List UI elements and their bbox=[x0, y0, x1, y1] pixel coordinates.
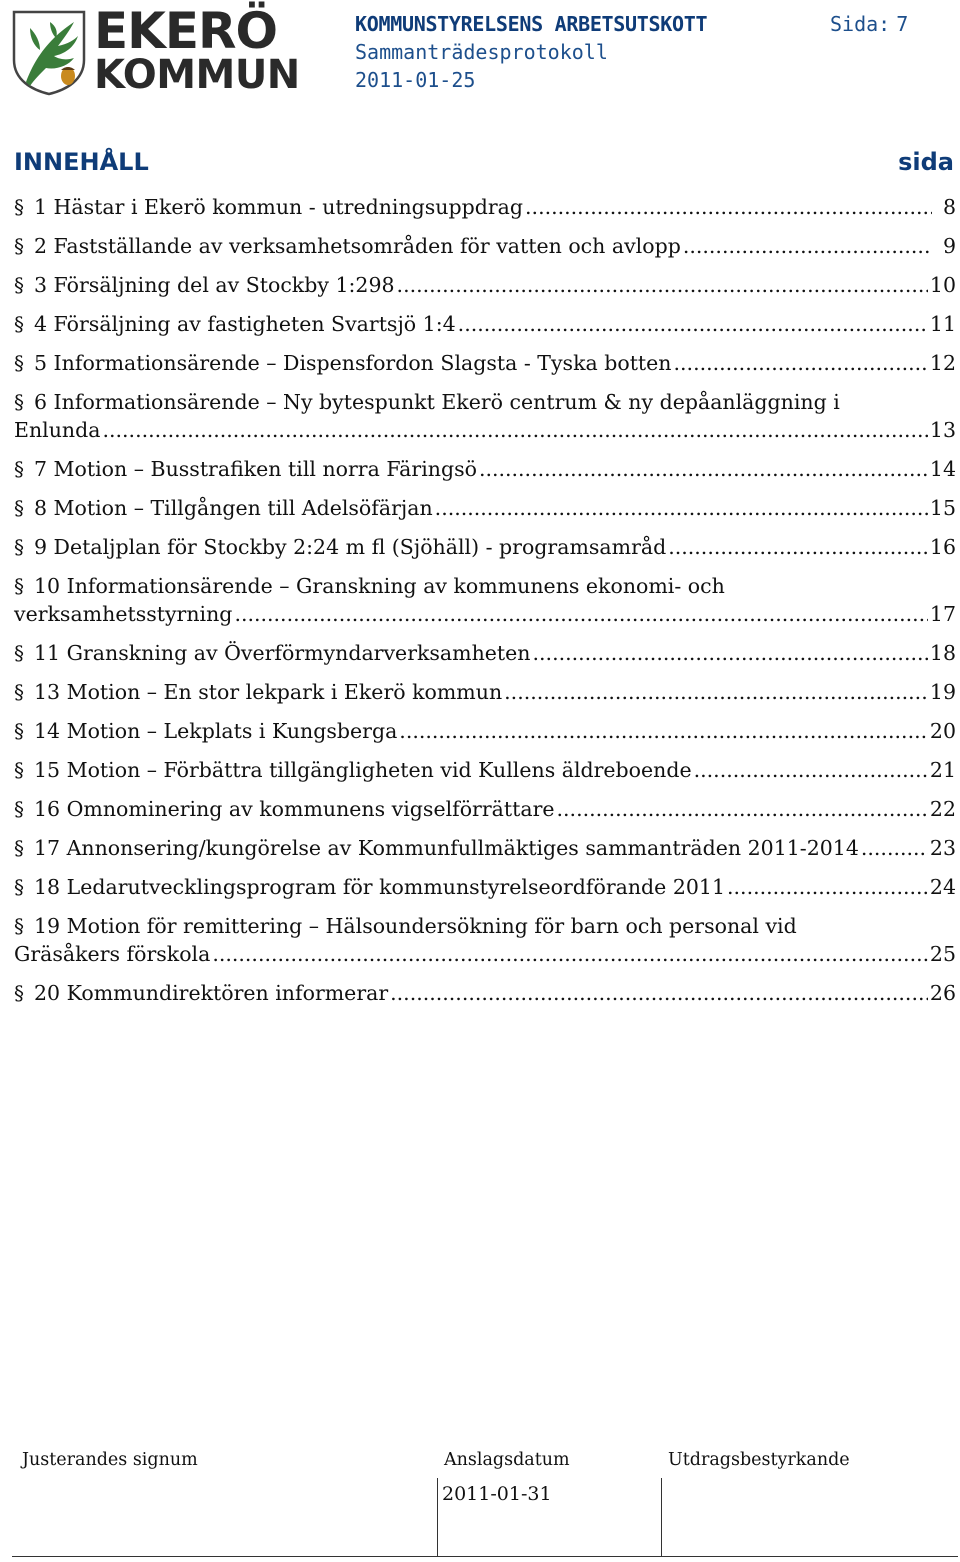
dot-leader bbox=[533, 639, 928, 667]
toc-entry-line bbox=[14, 310, 956, 338]
dot-leader bbox=[479, 455, 928, 483]
toc-entry-line bbox=[14, 834, 956, 862]
toc-entry[interactable] bbox=[14, 912, 956, 968]
toc-entry-line bbox=[14, 388, 956, 416]
toc-entry-title: Enlunda bbox=[14, 418, 101, 442]
committee-title: KOMMUNSTYRELSENS ARBETSUTSKOTT bbox=[355, 12, 708, 36]
toc-entry[interactable] bbox=[14, 388, 956, 444]
footer-anslagsdatum-value: 2011-01-31 bbox=[442, 1483, 552, 1505]
oak-leaf-shield-icon bbox=[10, 8, 88, 96]
toc-entry-page: 19 bbox=[929, 680, 956, 704]
section-symbol: § bbox=[14, 496, 24, 520]
section-symbol: § bbox=[14, 535, 24, 559]
logo-word-kommun: KOMMUN bbox=[94, 52, 300, 98]
toc-entry-page: 24 bbox=[929, 875, 956, 899]
footer-divider bbox=[437, 1478, 438, 1556]
dot-leader bbox=[504, 678, 928, 706]
toc-entry-title: 4 Försäljning av fastigheten Svartsjö 1:4 bbox=[34, 312, 456, 336]
section-symbol: § bbox=[14, 351, 24, 375]
dot-leader bbox=[694, 756, 928, 784]
toc-entry-page: 22 bbox=[929, 797, 956, 821]
toc-entry-title: 3 Försäljning del av Stockby 1:298 bbox=[34, 273, 395, 297]
protocol-type: Sammanträdesprotokoll bbox=[355, 40, 608, 64]
toc-entry-title: 11 Granskning av Överförmyndarverksamheten bbox=[34, 641, 531, 665]
toc-entry-page: 11 bbox=[929, 312, 956, 336]
toc-page-column-heading: sida bbox=[898, 148, 954, 176]
toc-entry-page: 16 bbox=[929, 535, 956, 559]
dot-leader bbox=[861, 834, 928, 862]
section-symbol: § bbox=[14, 758, 24, 782]
toc-entry-title: verksamhetsstyrning bbox=[14, 602, 233, 626]
toc-entry-page: 8 bbox=[942, 195, 956, 219]
toc-entry-page: 18 bbox=[929, 641, 956, 665]
toc-entry[interactable] bbox=[14, 717, 956, 745]
toc-entry-title: 20 Kommundirektören informerar bbox=[34, 981, 389, 1005]
toc-entry-line bbox=[14, 678, 956, 706]
table-of-contents bbox=[14, 193, 956, 1018]
section-symbol: § bbox=[14, 234, 24, 258]
toc-entry-page: 13 bbox=[929, 418, 956, 442]
toc-entry-page: 21 bbox=[929, 758, 956, 782]
toc-entry-line bbox=[14, 639, 956, 667]
meeting-date: 2011-01-25 bbox=[355, 68, 476, 92]
dot-leader bbox=[525, 193, 932, 221]
page-indicator bbox=[830, 12, 908, 36]
section-symbol: § bbox=[14, 390, 24, 414]
toc-entry-page: 23 bbox=[929, 836, 956, 860]
toc-entry-title: 14 Motion – Lekplats i Kungsberga bbox=[34, 719, 398, 743]
toc-entry-title: 8 Motion – Tillgången till Adelsöfärjan bbox=[34, 496, 433, 520]
section-symbol: § bbox=[14, 680, 24, 704]
footer-divider bbox=[661, 1478, 662, 1556]
toc-entry[interactable] bbox=[14, 795, 956, 823]
page-label: Sida: bbox=[830, 12, 891, 36]
toc-entry[interactable] bbox=[14, 271, 956, 299]
toc-entry-title: 18 Ledarutvecklingsprogram för kommunstyrelseordförande 2011 bbox=[34, 875, 726, 899]
toc-entry-line bbox=[14, 572, 956, 600]
toc-entry[interactable] bbox=[14, 572, 956, 628]
toc-entry[interactable] bbox=[14, 193, 956, 221]
toc-entry-page: 10 bbox=[929, 273, 956, 297]
toc-entry[interactable] bbox=[14, 873, 956, 901]
dot-leader bbox=[435, 494, 928, 522]
toc-entry[interactable] bbox=[14, 678, 956, 706]
toc-entry-title: 15 Motion – Förbättra tillgängligheten vid Kullens äldreboende bbox=[34, 758, 692, 782]
toc-entry-title: 1 Hästar i Ekerö kommun - utredningsuppdrag bbox=[34, 195, 524, 219]
toc-entry-page: 9 bbox=[942, 234, 956, 258]
toc-entry-line bbox=[14, 756, 956, 784]
toc-entry-page: 20 bbox=[929, 719, 956, 743]
section-symbol: § bbox=[14, 836, 24, 860]
section-symbol: § bbox=[14, 641, 24, 665]
toc-entry-line bbox=[14, 232, 956, 260]
toc-entry[interactable] bbox=[14, 979, 956, 1007]
footer-anslagsdatum: Anslagsdatum bbox=[444, 1450, 570, 1470]
footer-justerandes-signum: Justerandes signum bbox=[22, 1450, 198, 1470]
section-symbol: § bbox=[14, 273, 24, 297]
section-symbol: § bbox=[14, 195, 24, 219]
section-symbol: § bbox=[14, 719, 24, 743]
toc-entry-title: Gräsåkers förskola bbox=[14, 942, 211, 966]
toc-entry-page: 12 bbox=[929, 351, 956, 375]
section-symbol: § bbox=[14, 797, 24, 821]
footer-utdragsbestyrkande: Utdragsbestyrkande bbox=[668, 1450, 850, 1470]
dot-leader bbox=[683, 232, 932, 260]
section-symbol: § bbox=[14, 457, 24, 481]
toc-entry-line bbox=[14, 873, 956, 901]
ekero-kommun-logo bbox=[10, 2, 300, 98]
toc-entry[interactable] bbox=[14, 232, 956, 260]
toc-entry-title: 13 Motion – En stor lekpark i Ekerö kommun bbox=[34, 680, 503, 704]
toc-entry-line bbox=[14, 271, 956, 299]
section-symbol: § bbox=[14, 875, 24, 899]
toc-entry-title: 5 Informationsärende – Dispensfordon Slagsta - Tyska botten bbox=[34, 351, 672, 375]
toc-entry[interactable] bbox=[14, 834, 956, 862]
dot-leader bbox=[234, 600, 927, 628]
toc-entry-page: 26 bbox=[929, 981, 956, 1005]
dot-leader bbox=[212, 940, 928, 968]
toc-entry-title: 10 Informationsärende – Granskning av kommunens ekonomi- och bbox=[34, 574, 725, 598]
toc-entry[interactable] bbox=[14, 455, 956, 483]
logo-word-ekero: EKERÖ bbox=[94, 2, 278, 60]
dot-leader bbox=[557, 795, 928, 823]
toc-entry-line bbox=[14, 533, 956, 561]
toc-heading: INNEHÅLL bbox=[14, 148, 149, 176]
toc-entry-line bbox=[14, 455, 956, 483]
toc-entry-line bbox=[14, 795, 956, 823]
toc-entry[interactable] bbox=[14, 349, 956, 377]
section-symbol: § bbox=[14, 914, 24, 938]
dot-leader bbox=[399, 717, 928, 745]
toc-entry-line bbox=[14, 600, 956, 628]
toc-entry[interactable] bbox=[14, 533, 956, 561]
section-symbol: § bbox=[14, 981, 24, 1005]
toc-entry[interactable] bbox=[14, 756, 956, 784]
toc-entry-line bbox=[14, 717, 956, 745]
dot-leader bbox=[668, 533, 928, 561]
toc-entry-page: 14 bbox=[929, 457, 956, 481]
dot-leader bbox=[458, 310, 928, 338]
toc-entry-page: 17 bbox=[929, 602, 956, 626]
toc-entry[interactable] bbox=[14, 494, 956, 522]
toc-entry[interactable] bbox=[14, 639, 956, 667]
toc-entry-line bbox=[14, 494, 956, 522]
footer-baseline bbox=[12, 1556, 958, 1557]
toc-entry-title: 17 Annonsering/kungörelse av Kommunfullmäktiges sammanträden 2011-2014 bbox=[34, 836, 859, 860]
toc-entry-page: 25 bbox=[929, 942, 956, 966]
toc-entry-line bbox=[14, 940, 956, 968]
dot-leader bbox=[102, 416, 927, 444]
dot-leader bbox=[397, 271, 928, 299]
toc-entry-title: 6 Informationsärende – Ny bytespunkt Ekerö centrum & ny depåanläggning i bbox=[34, 390, 840, 414]
toc-entry-line bbox=[14, 979, 956, 1007]
dot-leader bbox=[390, 979, 928, 1007]
toc-entry-title: 16 Omnominering av kommunens vigselförrättare bbox=[34, 797, 555, 821]
dot-leader bbox=[674, 349, 928, 377]
dot-leader bbox=[727, 873, 928, 901]
toc-entry-line bbox=[14, 416, 956, 444]
toc-entry-line bbox=[14, 193, 956, 221]
toc-entry-title: 9 Detaljplan för Stockby 2:24 m fl (Sjöhäll) - programsamråd bbox=[34, 535, 667, 559]
toc-entry-title: 19 Motion för remittering – Hälsoundersökning för barn och personal vid bbox=[34, 914, 797, 938]
section-symbol: § bbox=[14, 574, 24, 598]
toc-entry-title: 2 Fastställande av verksamhetsområden för vatten och avlopp bbox=[34, 234, 681, 258]
toc-entry-page: 15 bbox=[929, 496, 956, 520]
section-symbol: § bbox=[14, 312, 24, 336]
toc-entry-line bbox=[14, 349, 956, 377]
toc-entry[interactable] bbox=[14, 310, 956, 338]
toc-entry-title: 7 Motion – Busstrafiken till norra Färingsö bbox=[34, 457, 477, 481]
page-number: 7 bbox=[896, 12, 909, 36]
toc-entry-line bbox=[14, 912, 956, 940]
